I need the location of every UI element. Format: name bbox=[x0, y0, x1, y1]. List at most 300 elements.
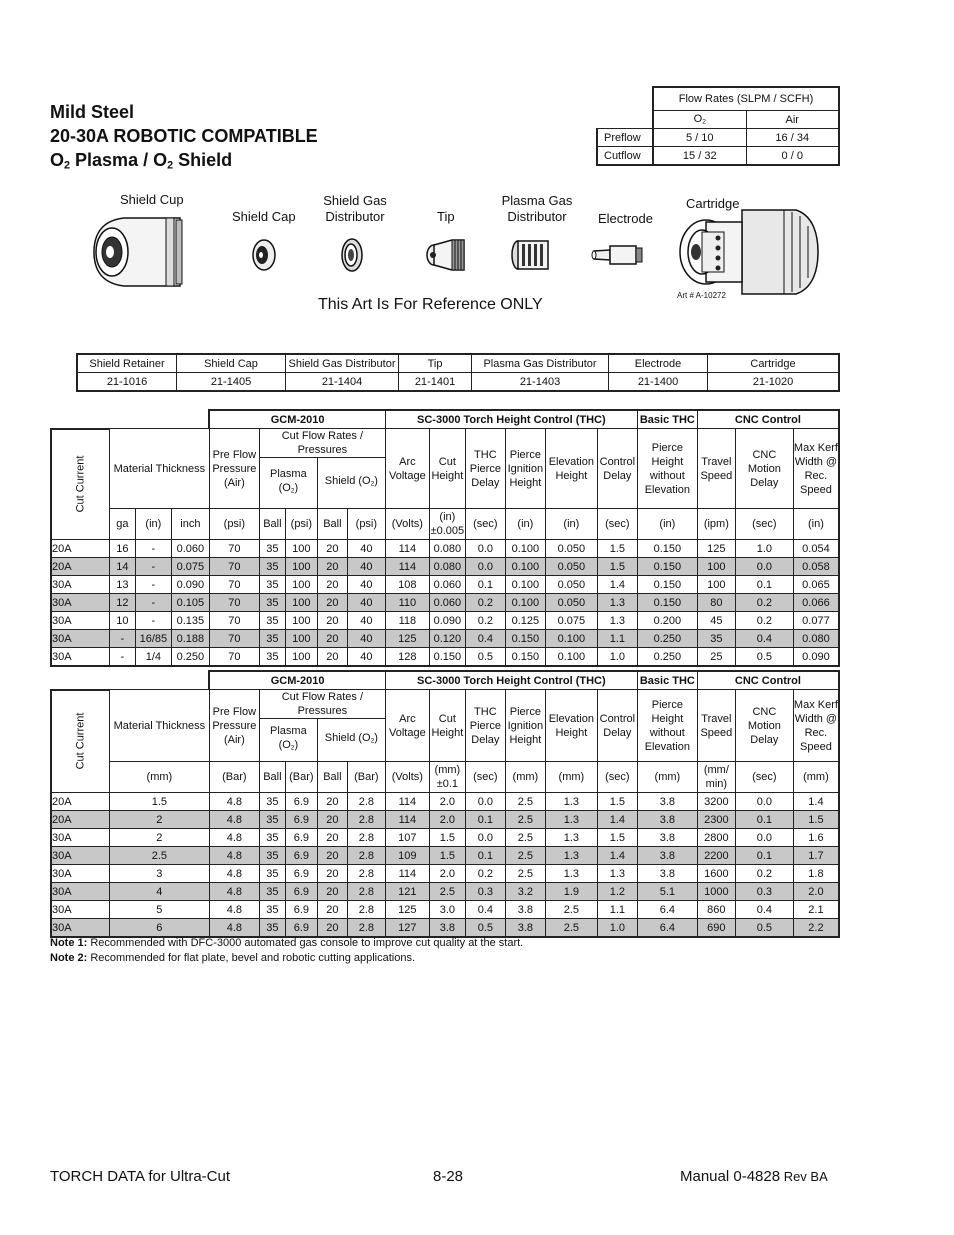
table-cell: 6.9 bbox=[285, 829, 317, 847]
table-cell: 20 bbox=[317, 847, 347, 865]
group-gcm-2010: GCM-2010 bbox=[209, 671, 385, 690]
table-cell: 0.090 bbox=[429, 612, 465, 630]
table-cell: 0.150 bbox=[505, 630, 545, 648]
cut-current-header: Cut Current bbox=[51, 690, 109, 793]
table-cell: 2.0 bbox=[429, 865, 465, 883]
table-cell: 70 bbox=[209, 630, 259, 648]
table-cell: 4.8 bbox=[209, 865, 259, 883]
pierce-height-without-elevation-header: Pierce Height without Elevation bbox=[637, 690, 697, 762]
table-cell: 2.5 bbox=[505, 793, 545, 811]
parts-header-row bbox=[77, 354, 839, 373]
table-cell: 100 bbox=[285, 576, 317, 594]
table-cell: 14 bbox=[109, 558, 135, 576]
table-row bbox=[51, 919, 839, 938]
table-cell: 20 bbox=[317, 558, 347, 576]
table-cell: 25 bbox=[697, 648, 735, 667]
table-cell: 4.8 bbox=[209, 883, 259, 901]
table-row bbox=[51, 829, 839, 847]
table-cell: 2.5 bbox=[545, 901, 597, 919]
units-row bbox=[51, 762, 839, 793]
table-cell: 1.4 bbox=[597, 811, 637, 829]
table-row bbox=[51, 594, 839, 612]
table-cell: 70 bbox=[209, 576, 259, 594]
table-cell: 0.090 bbox=[793, 648, 839, 667]
table-cell: 0.075 bbox=[545, 612, 597, 630]
pierce-height-without-elevation-header: Pierce Height without Elevation bbox=[637, 429, 697, 509]
table-cell: 0.100 bbox=[505, 594, 545, 612]
control-delay-header: Control Delay bbox=[597, 429, 637, 509]
table-cell: 0.080 bbox=[429, 540, 465, 558]
table-cell: 0.1 bbox=[735, 811, 793, 829]
unit-cell: (Bar) bbox=[209, 762, 259, 793]
table-cell: 107 bbox=[385, 829, 429, 847]
table-cell: 2.8 bbox=[347, 793, 385, 811]
unit-cell: (in) bbox=[545, 509, 597, 540]
table-cell: 114 bbox=[385, 558, 429, 576]
table-cell: 0.2 bbox=[465, 865, 505, 883]
table-cell: 0.4 bbox=[465, 901, 505, 919]
unit-cell: Ball bbox=[317, 509, 347, 540]
table-cell: 0.1 bbox=[465, 847, 505, 865]
travel-speed-header: Travel Speed bbox=[697, 429, 735, 509]
table-cell: 860 bbox=[697, 901, 735, 919]
table-cell: 70 bbox=[209, 594, 259, 612]
cut-current-cell: 30A bbox=[51, 630, 109, 648]
table-cell: 1.4 bbox=[793, 793, 839, 811]
unit-cell: (ipm) bbox=[697, 509, 735, 540]
table-cell: 0.1 bbox=[465, 811, 505, 829]
unit-cell: (Volts) bbox=[385, 762, 429, 793]
unit-cell: Ball bbox=[259, 762, 285, 793]
label-shield-gas-distributor: Shield Gas Distributor bbox=[323, 193, 387, 224]
unit-cell: (sec) bbox=[735, 762, 793, 793]
table-cell: 2.5 bbox=[545, 919, 597, 938]
table-cell: 6.9 bbox=[285, 811, 317, 829]
table-cell: 0.120 bbox=[429, 630, 465, 648]
table-cell: 70 bbox=[209, 558, 259, 576]
table-cell: 2.8 bbox=[347, 901, 385, 919]
table-cell: 0.2 bbox=[735, 594, 793, 612]
table-cell: 0.1 bbox=[735, 576, 793, 594]
cnc-motion-delay-header: CNC Motion Delay bbox=[735, 690, 793, 762]
label-cartridge: Cartridge bbox=[686, 196, 740, 211]
table-cell: 128 bbox=[385, 648, 429, 667]
max-kerf-width-header: Max Kerf Width @ Rec. Speed bbox=[793, 429, 839, 509]
unit-cell: ga bbox=[109, 509, 135, 540]
table-cell: 13 bbox=[109, 576, 135, 594]
table-cell: 1.5 bbox=[793, 811, 839, 829]
table-row bbox=[51, 648, 839, 667]
table-cell: 6.9 bbox=[285, 793, 317, 811]
unit-cell: (Bar) bbox=[285, 762, 317, 793]
table-cell: 3 bbox=[109, 865, 209, 883]
table-cell: 0.080 bbox=[429, 558, 465, 576]
flow-cell: 0 / 0 bbox=[746, 147, 839, 166]
table-cell: 1.1 bbox=[597, 901, 637, 919]
table-cell: 40 bbox=[347, 558, 385, 576]
table-cell: 109 bbox=[385, 847, 429, 865]
table-cell: - bbox=[135, 558, 171, 576]
table-cell: 6.9 bbox=[285, 847, 317, 865]
table-cell: 0.050 bbox=[545, 576, 597, 594]
metric-cut-data-table bbox=[50, 670, 840, 938]
table-cell: 0.060 bbox=[429, 576, 465, 594]
flow-cell: 5 / 10 bbox=[653, 129, 746, 147]
table-cell: 2300 bbox=[697, 811, 735, 829]
unit-cell: Ball bbox=[317, 762, 347, 793]
table-cell: 40 bbox=[347, 594, 385, 612]
table-cell: 2.0 bbox=[429, 811, 465, 829]
table-cell: 20 bbox=[317, 883, 347, 901]
table-cell: 2.8 bbox=[347, 847, 385, 865]
table-cell: 3.8 bbox=[637, 811, 697, 829]
table-cell: 0.0 bbox=[735, 829, 793, 847]
cut-current-cell: 20A bbox=[51, 811, 109, 829]
table-cell: 0.150 bbox=[429, 648, 465, 667]
material-thickness-header: Material Thickness bbox=[109, 690, 209, 762]
table-cell: 0.0 bbox=[735, 558, 793, 576]
table-cell: 20 bbox=[317, 648, 347, 667]
parts-header: Shield Retainer bbox=[77, 354, 177, 373]
table-cell: 3.8 bbox=[429, 919, 465, 938]
table-cell: 0.090 bbox=[171, 576, 209, 594]
table-cell: 114 bbox=[385, 540, 429, 558]
table-cell: 0.100 bbox=[505, 540, 545, 558]
travel-speed-header: Travel Speed bbox=[697, 690, 735, 762]
table-cell: 0.250 bbox=[171, 648, 209, 667]
label-plasma-gas-distributor: Plasma Gas Distributor bbox=[501, 193, 573, 224]
cut-current-cell: 20A bbox=[51, 540, 109, 558]
table-cell: 114 bbox=[385, 865, 429, 883]
flow-row-label: Cutflow bbox=[597, 147, 653, 166]
cnc-motion-delay-header: CNC Motion Delay bbox=[735, 429, 793, 509]
table-cell: 3.8 bbox=[637, 847, 697, 865]
table-cell: 2.5 bbox=[505, 847, 545, 865]
art-number: Art # A-10272 bbox=[677, 291, 726, 300]
elevation-height-header: Elevation Height bbox=[545, 429, 597, 509]
table-cell: - bbox=[135, 576, 171, 594]
table-cell: 35 bbox=[259, 901, 285, 919]
plasma-o2-header: Plasma $(O_2)$ bbox=[259, 719, 317, 762]
table-cell: 6.4 bbox=[637, 919, 697, 938]
flow-col-o2: $O_2$ bbox=[653, 111, 746, 129]
table-cell: 0.4 bbox=[735, 901, 793, 919]
table-cell: 2 bbox=[109, 829, 209, 847]
unit-cell: (in) ±0.005 bbox=[429, 509, 465, 540]
parts-header: Electrode bbox=[609, 354, 708, 373]
cut-current-cell: 30A bbox=[51, 648, 109, 667]
table-cell: 0.058 bbox=[793, 558, 839, 576]
table-cell: 1/4 bbox=[135, 648, 171, 667]
unit-cell: (mm) ±0.1 bbox=[429, 762, 465, 793]
table-cell: 0.0 bbox=[465, 558, 505, 576]
group-cnc-control: CNC Control bbox=[697, 410, 839, 429]
part-number: 21-1400 bbox=[609, 373, 708, 392]
table-cell: 100 bbox=[285, 594, 317, 612]
table-cell: 0.5 bbox=[465, 919, 505, 938]
table-cell: 1.6 bbox=[793, 829, 839, 847]
table-cell: 0.150 bbox=[637, 576, 697, 594]
table-cell: 0.2 bbox=[735, 612, 793, 630]
table-row bbox=[51, 576, 839, 594]
table-cell: 1.4 bbox=[597, 847, 637, 865]
table-cell: 0.5 bbox=[465, 648, 505, 667]
table-cell: 2.8 bbox=[347, 811, 385, 829]
unit-cell: (in) bbox=[135, 509, 171, 540]
table-cell: 100 bbox=[697, 558, 735, 576]
parts-header: Shield Gas Distributor bbox=[286, 354, 399, 373]
table-row bbox=[51, 793, 839, 811]
unit-cell: inch bbox=[171, 509, 209, 540]
cut-current-cell: 20A bbox=[51, 558, 109, 576]
unit-cell: (mm) bbox=[545, 762, 597, 793]
label-shield-cup: Shield Cup bbox=[120, 192, 184, 207]
table-cell: 12 bbox=[109, 594, 135, 612]
table-cell: 1000 bbox=[697, 883, 735, 901]
unit-cell: (mm) bbox=[109, 762, 209, 793]
table-row bbox=[51, 883, 839, 901]
table-cell: 0.100 bbox=[545, 648, 597, 667]
table-cell: 0.060 bbox=[171, 540, 209, 558]
table-cell: 40 bbox=[347, 648, 385, 667]
unit-cell: (psi) bbox=[285, 509, 317, 540]
shield-o2-header: Shield $(O_2)$ bbox=[317, 719, 385, 762]
table-cell: 0.0 bbox=[465, 793, 505, 811]
table-cell: 100 bbox=[285, 612, 317, 630]
table-cell: 4.8 bbox=[209, 829, 259, 847]
table-cell: 1.5 bbox=[597, 829, 637, 847]
table-cell: 35 bbox=[259, 558, 285, 576]
flow-cell: 16 / 34 bbox=[746, 129, 839, 147]
table-cell: 1.5 bbox=[109, 793, 209, 811]
pierce-ignition-height-header: Pierce Ignition Height bbox=[505, 429, 545, 509]
table-cell: 1600 bbox=[697, 865, 735, 883]
table-row bbox=[51, 540, 839, 558]
table-cell: 0.0 bbox=[465, 540, 505, 558]
table-cell: 2200 bbox=[697, 847, 735, 865]
page-number: 8-28 bbox=[433, 1168, 464, 1185]
table-cell: 2.0 bbox=[793, 883, 839, 901]
unit-cell: (psi) bbox=[209, 509, 259, 540]
table-cell: - bbox=[109, 648, 135, 667]
table-cell: 2.1 bbox=[793, 901, 839, 919]
table-cell: 2.5 bbox=[109, 847, 209, 865]
table-cell: 2.8 bbox=[347, 919, 385, 938]
notes bbox=[50, 936, 523, 966]
part-number: 21-1403 bbox=[472, 373, 609, 392]
pre-flow-header: Pre Flow Pressure (Air) bbox=[209, 690, 259, 762]
table-cell: 20 bbox=[317, 865, 347, 883]
unit-cell: (Bar) bbox=[347, 762, 385, 793]
unit-cell: (mm/ min) bbox=[697, 762, 735, 793]
cut-current-cell: 20A bbox=[51, 793, 109, 811]
flow-rates-table bbox=[596, 86, 840, 166]
table-cell: 2 bbox=[109, 811, 209, 829]
cut-current-cell: 30A bbox=[51, 576, 109, 594]
table-cell: 114 bbox=[385, 811, 429, 829]
table-cell: 35 bbox=[259, 829, 285, 847]
table-cell: 0.050 bbox=[545, 540, 597, 558]
parts-values-row bbox=[77, 373, 839, 392]
parts-header: Cartridge bbox=[708, 354, 840, 373]
table-cell: 40 bbox=[347, 630, 385, 648]
table-cell: 108 bbox=[385, 576, 429, 594]
table-cell: 0.100 bbox=[505, 576, 545, 594]
table-cell: 70 bbox=[209, 648, 259, 667]
table-cell: 121 bbox=[385, 883, 429, 901]
table-cell: 1.5 bbox=[597, 540, 637, 558]
table-cell: 4.8 bbox=[209, 793, 259, 811]
table-cell: 20 bbox=[317, 919, 347, 938]
flow-rates-header: Flow Rates (SLPM / SCFH) bbox=[653, 87, 839, 111]
plasma-o2-header: Plasma $(O_2)$ bbox=[259, 458, 317, 509]
group-basic-thc: Basic THC bbox=[637, 410, 697, 429]
table-cell: 690 bbox=[697, 919, 735, 938]
unit-cell: (sec) bbox=[735, 509, 793, 540]
table-cell: 2.2 bbox=[793, 919, 839, 938]
table-cell: 1.3 bbox=[597, 612, 637, 630]
table-cell: 3.8 bbox=[637, 793, 697, 811]
table-cell: 125 bbox=[385, 901, 429, 919]
table-cell: 35 bbox=[259, 847, 285, 865]
table-cell: 3.8 bbox=[637, 865, 697, 883]
unit-cell: (sec) bbox=[465, 509, 505, 540]
pre-flow-header: Pre Flow Pressure (Air) bbox=[209, 429, 259, 509]
table-cell: 20 bbox=[317, 576, 347, 594]
table-cell: 2.5 bbox=[505, 811, 545, 829]
unit-cell: (in) bbox=[637, 509, 697, 540]
label-electrode: Electrode bbox=[598, 211, 653, 226]
table-cell: 3.8 bbox=[505, 901, 545, 919]
table-cell: 40 bbox=[347, 576, 385, 594]
table-cell: - bbox=[135, 612, 171, 630]
table-cell: 4.8 bbox=[209, 811, 259, 829]
table-cell: 35 bbox=[259, 648, 285, 667]
note-1: Note 1: Recommended with DFC-3000 automated gas console to improve cut quality at the start. bbox=[50, 937, 524, 949]
units-row bbox=[51, 509, 839, 540]
table-cell: 4 bbox=[109, 883, 209, 901]
table-cell: 0.077 bbox=[793, 612, 839, 630]
table-cell: 6.9 bbox=[285, 919, 317, 938]
table-cell: 35 bbox=[259, 793, 285, 811]
table-cell: 2.8 bbox=[347, 883, 385, 901]
table-cell: 0.100 bbox=[545, 630, 597, 648]
part-number: 21-1405 bbox=[177, 373, 286, 392]
flow-col-air: Air bbox=[746, 111, 839, 129]
table-cell: 6.9 bbox=[285, 901, 317, 919]
table-cell: 0.150 bbox=[505, 648, 545, 667]
table-cell: 0.3 bbox=[465, 883, 505, 901]
table-cell: - bbox=[135, 540, 171, 558]
table-cell: 0.1 bbox=[465, 576, 505, 594]
table-cell: 100 bbox=[285, 540, 317, 558]
table-cell: 0.250 bbox=[637, 630, 697, 648]
table-cell: 0.150 bbox=[637, 594, 697, 612]
cut-current-cell: 30A bbox=[51, 847, 109, 865]
table-row bbox=[51, 558, 839, 576]
table-cell: 6 bbox=[109, 919, 209, 938]
table-cell: 35 bbox=[259, 865, 285, 883]
table-cell: 35 bbox=[259, 630, 285, 648]
table-cell: 1.5 bbox=[597, 793, 637, 811]
table-cell: 0.5 bbox=[735, 919, 793, 938]
group-gcm-2010: GCM-2010 bbox=[209, 410, 385, 429]
table-cell: 0.060 bbox=[429, 594, 465, 612]
table-cell: 16 bbox=[109, 540, 135, 558]
table-cell: 0.065 bbox=[793, 576, 839, 594]
table-cell: 20 bbox=[317, 901, 347, 919]
cut-current-cell: 30A bbox=[51, 865, 109, 883]
group-basic-thc: Basic THC bbox=[637, 671, 697, 690]
table-cell: 20 bbox=[317, 612, 347, 630]
table-cell: 35 bbox=[259, 919, 285, 938]
table-cell: 0.4 bbox=[465, 630, 505, 648]
arc-voltage-header: Arc Voltage bbox=[385, 429, 429, 509]
table-cell: 20 bbox=[317, 811, 347, 829]
cut-current-cell: 30A bbox=[51, 883, 109, 901]
table-cell: 2.8 bbox=[347, 829, 385, 847]
table-cell: 1.0 bbox=[597, 648, 637, 667]
table-cell: 20 bbox=[317, 829, 347, 847]
table-cell: 6.9 bbox=[285, 865, 317, 883]
table-cell: 0.200 bbox=[637, 612, 697, 630]
table-cell: 100 bbox=[697, 576, 735, 594]
table-cell: 1.0 bbox=[597, 919, 637, 938]
table-cell: 3.0 bbox=[429, 901, 465, 919]
table-cell: 70 bbox=[209, 612, 259, 630]
unit-cell: (in) bbox=[793, 509, 839, 540]
elevation-height-header: Elevation Height bbox=[545, 690, 597, 762]
table-cell: 4.8 bbox=[209, 919, 259, 938]
table-cell: 10 bbox=[109, 612, 135, 630]
table-cell: 0.054 bbox=[793, 540, 839, 558]
table-cell: 35 bbox=[259, 811, 285, 829]
group-cnc-control: CNC Control bbox=[697, 671, 839, 690]
cut-current-cell: 30A bbox=[51, 901, 109, 919]
table-cell: 0.050 bbox=[545, 594, 597, 612]
unit-cell: (in) bbox=[505, 509, 545, 540]
unit-cell: (psi) bbox=[347, 509, 385, 540]
table-cell: 16/85 bbox=[135, 630, 171, 648]
table-cell: 0.2 bbox=[735, 865, 793, 883]
table-cell: 1.2 bbox=[597, 883, 637, 901]
table-cell: 0.105 bbox=[171, 594, 209, 612]
table-cell: 0.100 bbox=[505, 558, 545, 576]
parts-header: Shield Cap bbox=[177, 354, 286, 373]
unit-cell: (mm) bbox=[793, 762, 839, 793]
note-2: Note 2: Recommended for flat plate, bevel and robotic cutting applications. bbox=[50, 952, 416, 964]
unit-cell: (Volts) bbox=[385, 509, 429, 540]
parts-header: Tip bbox=[399, 354, 472, 373]
table-cell: 1.3 bbox=[545, 865, 597, 883]
flow-cell: 15 / 32 bbox=[653, 147, 746, 166]
material-thickness-header: Material Thickness bbox=[109, 429, 209, 509]
table-cell: 2.8 bbox=[347, 865, 385, 883]
table-cell: 2.5 bbox=[429, 883, 465, 901]
table-cell: 127 bbox=[385, 919, 429, 938]
table-cell: 1.3 bbox=[545, 811, 597, 829]
table-cell: 0.0 bbox=[465, 829, 505, 847]
thc-pierce-delay-header: THC Pierce Delay bbox=[465, 429, 505, 509]
group-sc3000-thc: SC-3000 Torch Height Control (THC) bbox=[385, 671, 637, 690]
table-cell: 1.3 bbox=[545, 793, 597, 811]
table-cell: 2800 bbox=[697, 829, 735, 847]
cut-height-header: Cut Height bbox=[429, 690, 465, 762]
table-cell: 0.150 bbox=[637, 540, 697, 558]
table-cell: 0.1 bbox=[735, 847, 793, 865]
table-cell: 110 bbox=[385, 594, 429, 612]
table-cell: 0.080 bbox=[793, 630, 839, 648]
